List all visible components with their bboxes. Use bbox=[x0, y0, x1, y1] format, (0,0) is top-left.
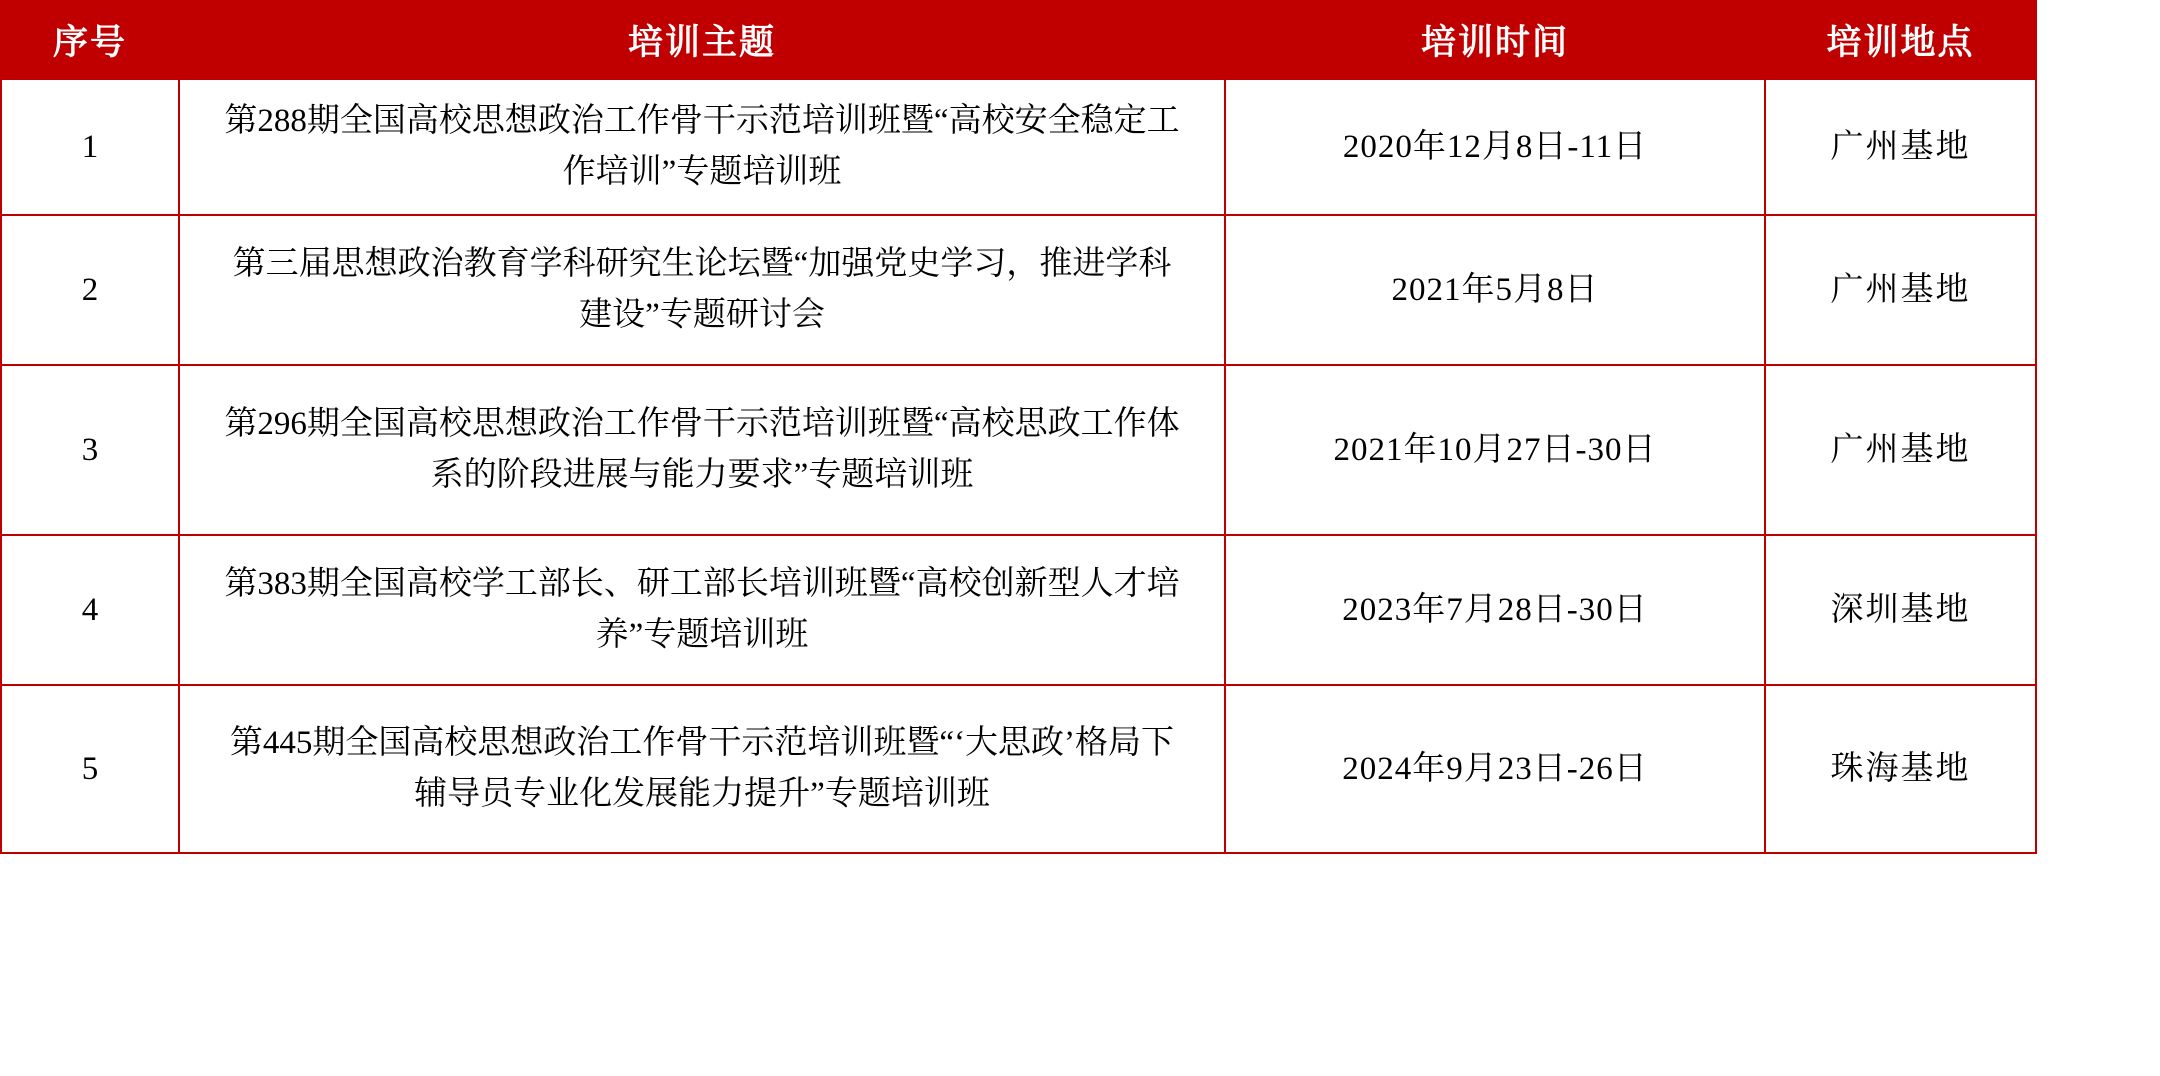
cell-index: 5 bbox=[1, 685, 179, 853]
cell-place: 广州基地 bbox=[1765, 79, 2036, 215]
table-row bbox=[1, 365, 2036, 535]
cell-place: 广州基地 bbox=[1765, 365, 2036, 535]
cell-topic: 第445期全国高校思想政治工作骨干示范培训班暨“‘大思政’格局下辅导员专业化发展能力提升”专题培训班 bbox=[179, 685, 1225, 853]
cell-index: 3 bbox=[1, 365, 179, 535]
cell-index: 1 bbox=[1, 79, 179, 215]
column-header-index: 序号 bbox=[1, 1, 179, 79]
cell-topic: 第383期全国高校学工部长、研工部长培训班暨“高校创新型人才培养”专题培训班 bbox=[179, 535, 1225, 685]
cell-topic: 第296期全国高校思想政治工作骨干示范培训班暨“高校思政工作体系的阶段进展与能力要求”专题培训班 bbox=[179, 365, 1225, 535]
cell-index: 2 bbox=[1, 215, 179, 365]
cell-time: 2023年7月28日-30日 bbox=[1225, 535, 1765, 685]
table-row bbox=[1, 79, 2036, 215]
cell-place: 深圳基地 bbox=[1765, 535, 2036, 685]
table-body bbox=[1, 79, 2036, 853]
cell-time: 2024年9月23日-26日 bbox=[1225, 685, 1765, 853]
table-row bbox=[1, 685, 2036, 853]
table-header-row bbox=[1, 1, 2036, 79]
cell-topic: 第三届思想政治教育学科研究生论坛暨“加强党史学习，推进学科建设”专题研讨会 bbox=[179, 215, 1225, 365]
cell-topic: 第288期全国高校思想政治工作骨干示范培训班暨“高校安全稳定工作培训”专题培训班 bbox=[179, 79, 1225, 215]
cell-time: 2021年5月8日 bbox=[1225, 215, 1765, 365]
cell-place: 珠海基地 bbox=[1765, 685, 2036, 853]
cell-place: 广州基地 bbox=[1765, 215, 2036, 365]
cell-time: 2021年10月27日-30日 bbox=[1225, 365, 1765, 535]
cell-time: 2020年12月8日-11日 bbox=[1225, 79, 1765, 215]
table-row bbox=[1, 535, 2036, 685]
column-header-place: 培训地点 bbox=[1765, 1, 2036, 79]
table-row bbox=[1, 215, 2036, 365]
column-header-time: 培训时间 bbox=[1225, 1, 1765, 79]
column-header-topic: 培训主题 bbox=[179, 1, 1225, 79]
cell-index: 4 bbox=[1, 535, 179, 685]
table-header bbox=[1, 1, 2036, 79]
